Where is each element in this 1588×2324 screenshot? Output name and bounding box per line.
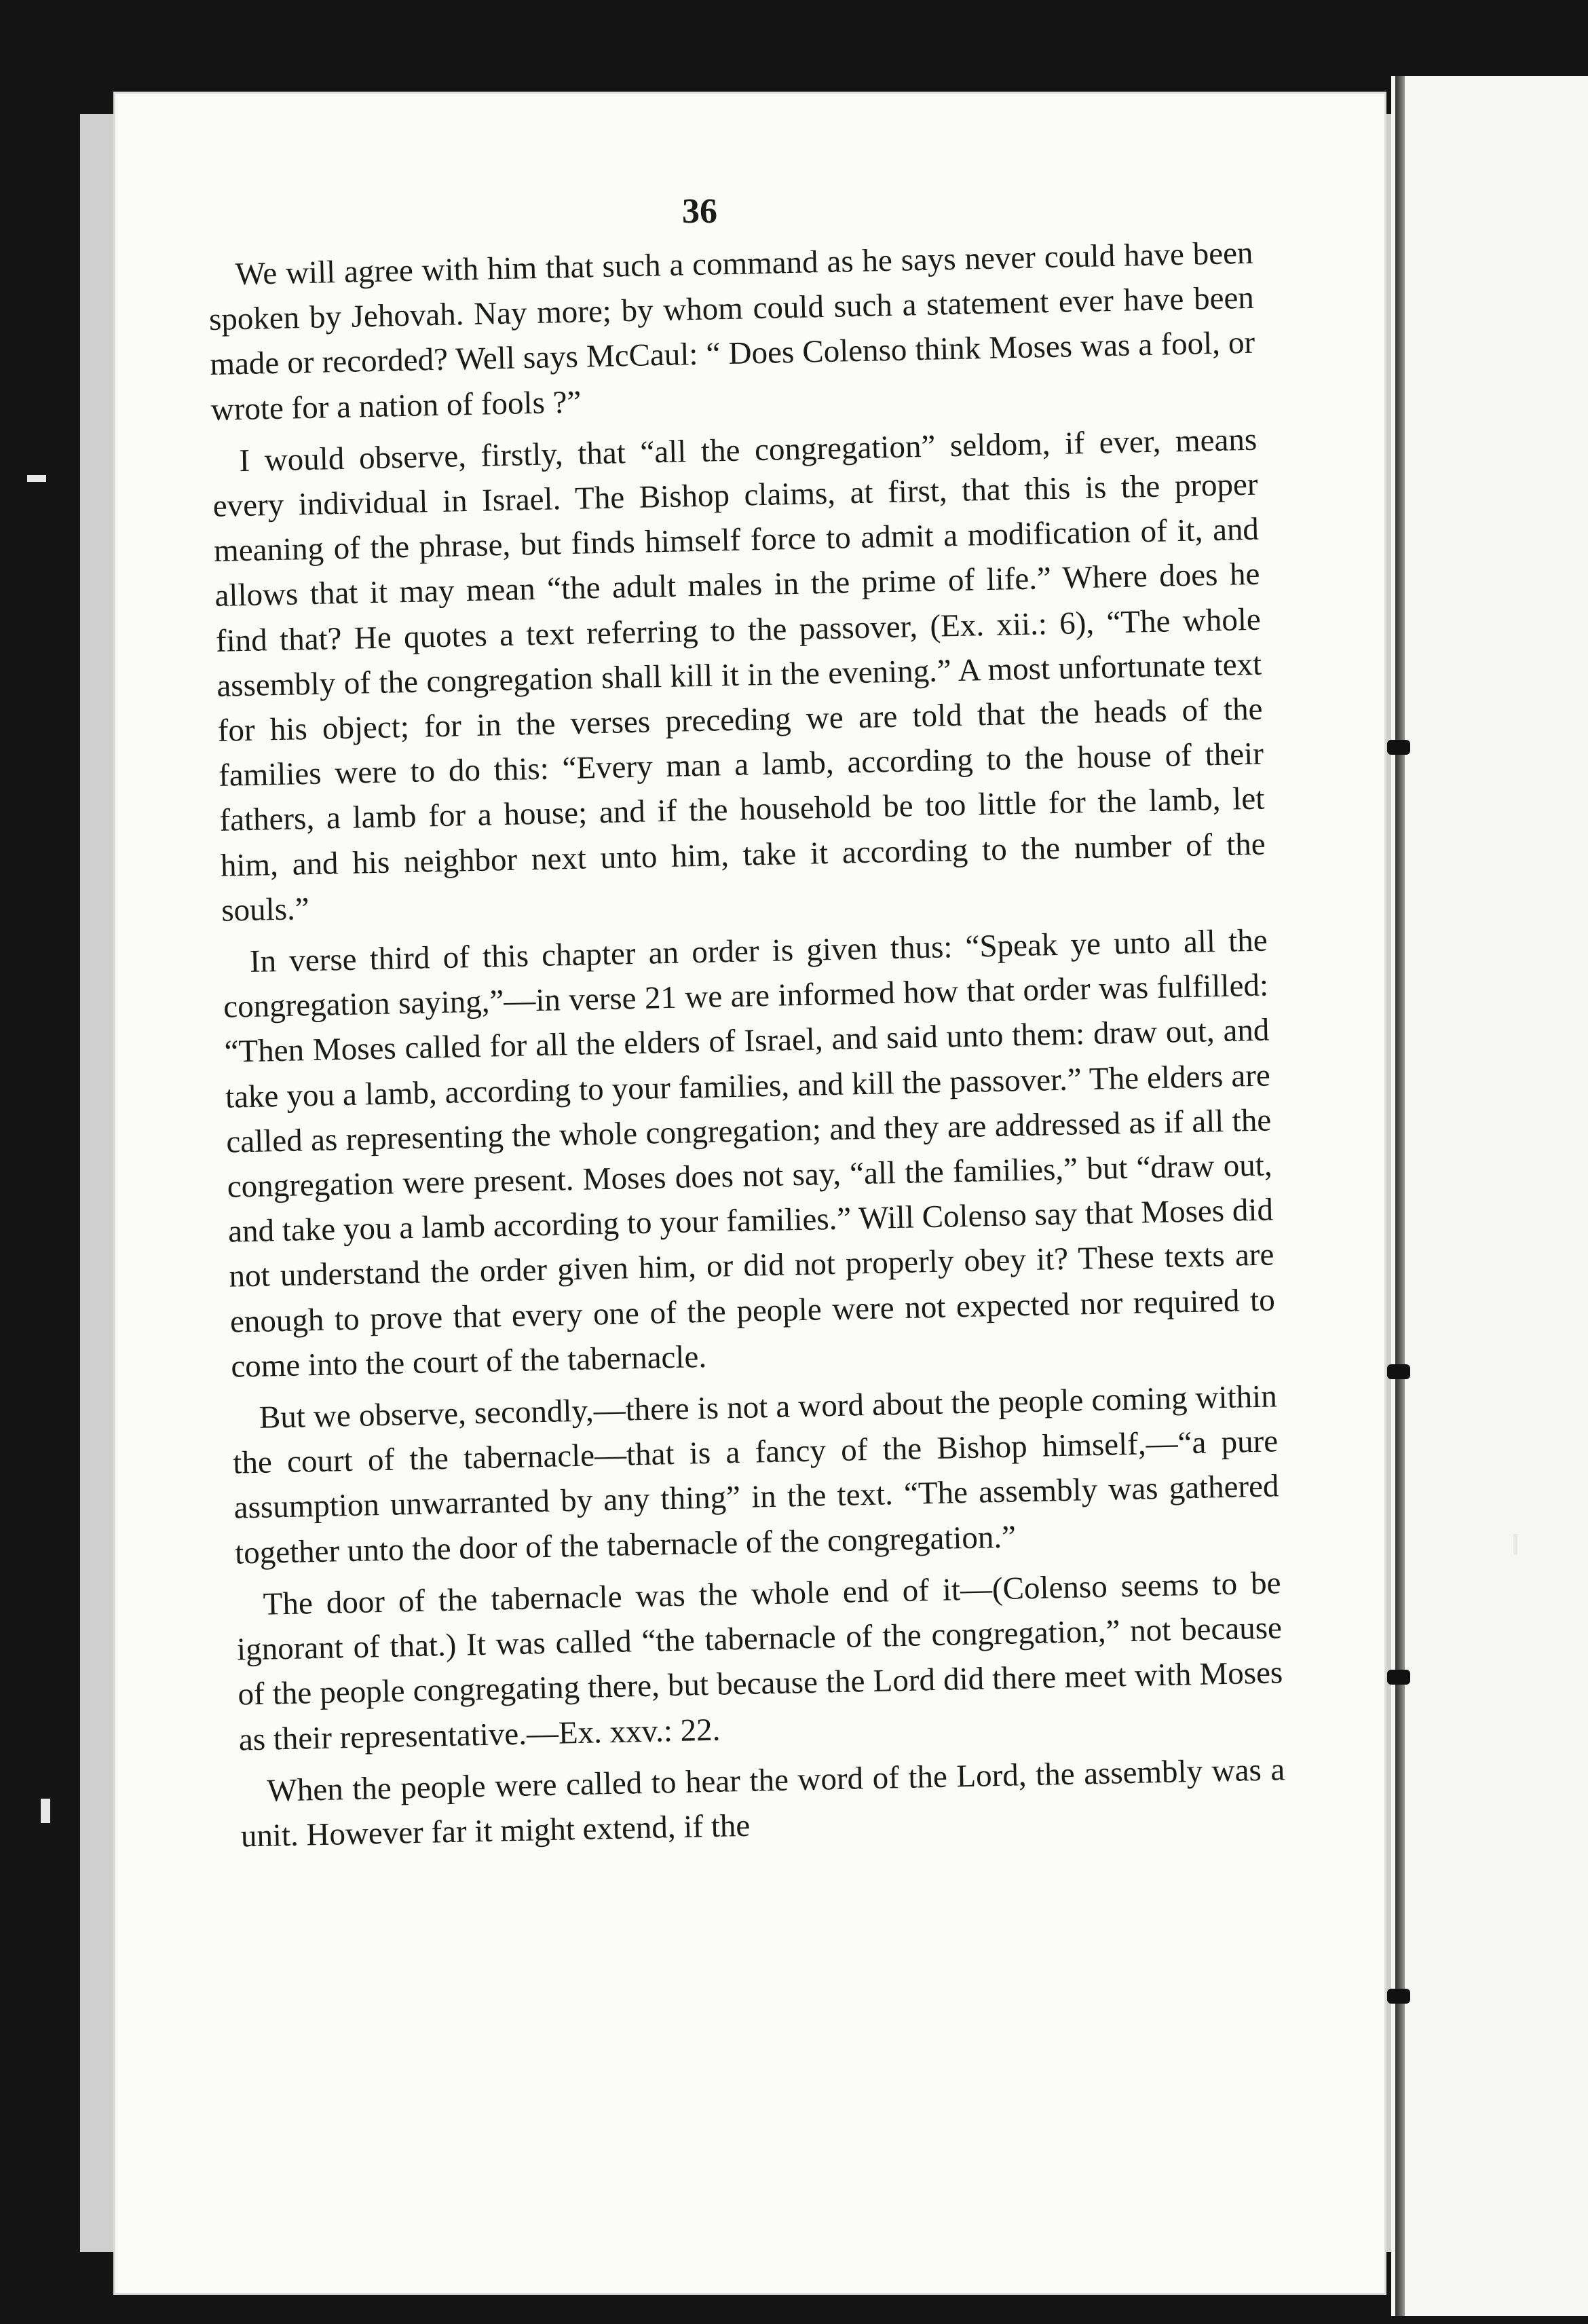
paragraph: When the people were called to hear the word of the Lord, the assembly was a unit. However far it might extend, if the xyxy=(240,1751,1285,1854)
page-number: 36 xyxy=(682,192,717,231)
paragraph: The door of the tabernacle was the whole end of it—(Colenso seems to be ignorant of that.) It was called “the tabernacle of the congregation,” not because of the people congregating there, but because the Lord did there meet with Moses as their representative.—Ex. xxv.: 22. xyxy=(236,1565,1283,1758)
paragraph: In verse third of this chapter an order is given thus: “Speak ye unto all the congregation saying,”—in verse 21 we are informed how that order was fulfilled: “Then Moses called for all the elders of Israel, and said unto them: draw out, and take you a lamb, according to your families, and kill the passover.” The elders are called as representing the whole congregation; and they are addressed as if all the congregation were present. Moses does not say, “all the families,” but “draw out, and take you a lamb according to your families.” Will Colenso say that Moses did not understand the order given him, or did not properly obey it? These texts are enough to prove that every one of the people were not expected nor required to come into the court of the tabernacle. xyxy=(223,922,1276,1385)
scan-speck xyxy=(41,1799,50,1823)
scan-speck xyxy=(1513,1534,1517,1554)
binding-stitch xyxy=(1387,740,1410,755)
facing-page-edge xyxy=(1391,76,1588,2316)
scan-speck xyxy=(27,475,46,482)
body-text xyxy=(208,231,1286,1866)
book-gutter xyxy=(1395,76,1405,2316)
paragraph: We will agree with him that such a command as he says never could have been spoken by Jehovah. Nay more; by whom could such a statement ever have been made or recorded? Well says McCaul: “ Does Colenso think Moses was a fool, or wrote for a nation of fools ?” xyxy=(208,235,1255,428)
paragraph: But we observe, secondly,—there is not a word about the people coming within the court of the tabernacle—that is a fancy of the Bishop himself,—“a pure assumption unwarranted by any thing” in the text. “The assembly was gathered together unto the door of the tabernacle of the congregation.” xyxy=(232,1379,1279,1571)
binding-stitch xyxy=(1387,1364,1410,1379)
paragraph: I would observe, firstly, that “all the congregation” seldom, if ever, means every individual in Israel. The Bishop claims, at first, that this is the proper meaning of the phrase, but finds himself force to admit a modification of it, and allows that it may mean “the adult males in the prime of life.” Where does he find that? He quotes a text referring to the passover, (Ex. xii.: 6), “The whole assembly of the congregation shall kill it in the evening.” A most unfortunate text for his object; for in the verses preceding we are told that the heads of the families were to do this: “Every man a lamb, according to the house of their fathers, a lamb for a house; and if the household be too little for the lamb, let him, and his neighbor next unto him, take it according to the number of the souls.” xyxy=(212,421,1266,929)
binding-stitch xyxy=(1387,1670,1410,1685)
binding-stitch xyxy=(1387,1989,1410,2004)
